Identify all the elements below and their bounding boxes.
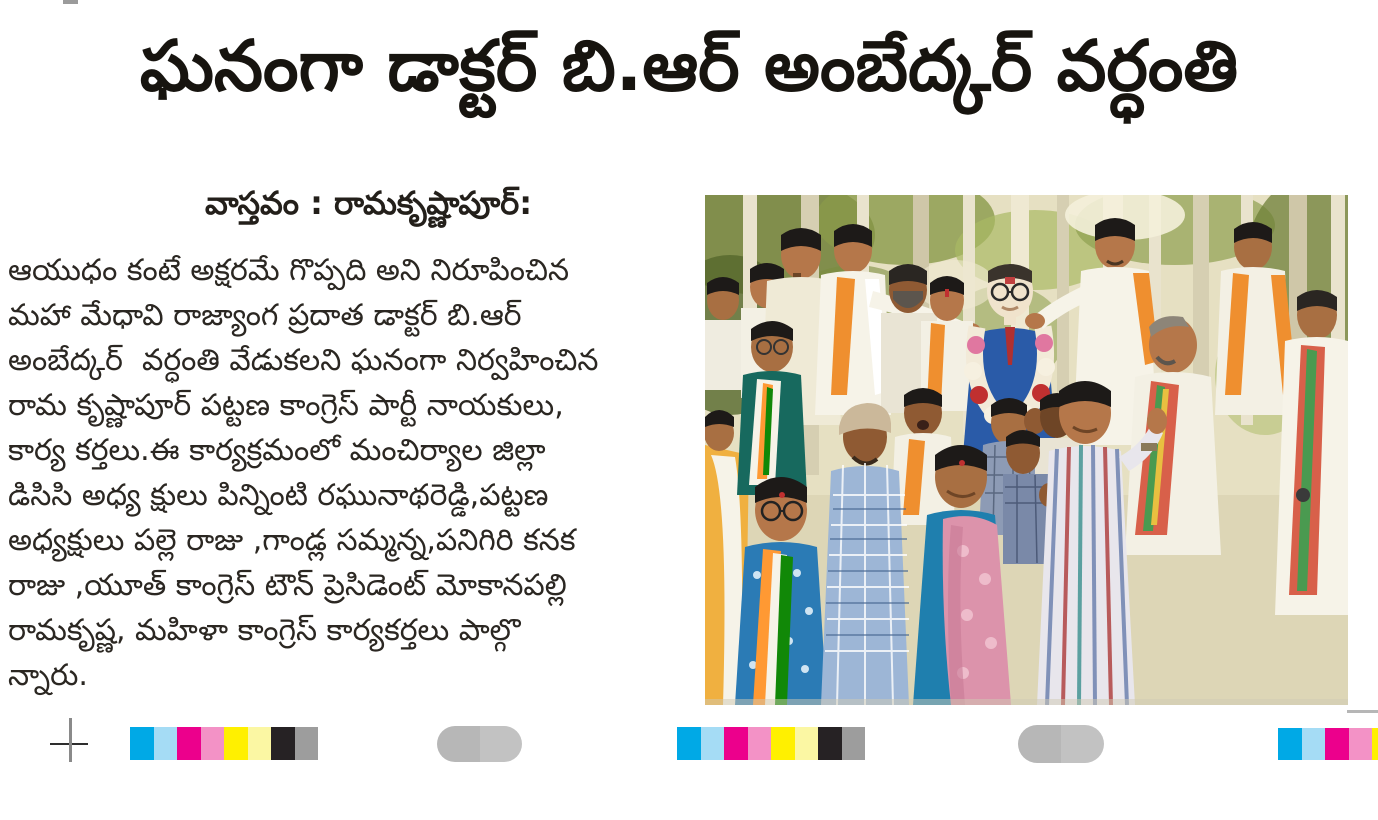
body-line: మహా మేధావి రాజ్యాంగ ప్రదాత డాక్టర్ బి.ఆర్ [8, 298, 522, 333]
color-swatch [295, 727, 319, 760]
color-swatch [1325, 728, 1349, 760]
body-line: అధ్యక్షులు పల్లె రాజు ,గాండ్ల సమ్మన్న,పనిగిరి కనక [8, 523, 576, 558]
color-swatch [842, 727, 866, 760]
cmyk-color-bar [130, 727, 318, 760]
color-swatch [201, 727, 225, 760]
gray-patch-left [1018, 725, 1061, 763]
gray-density-patch [1018, 725, 1104, 763]
color-swatch [795, 727, 819, 760]
body-line: రామ కృష్ణాపూర్ పట్టణ కాంగ్రెస్ పార్టీ నాయకులు, [8, 388, 564, 423]
gray-patch-left [437, 726, 480, 762]
color-swatch [724, 727, 748, 760]
gray-density-patch [437, 726, 522, 762]
cmyk-color-bar-partial [1278, 728, 1378, 760]
page-edge-mark [63, 0, 78, 4]
color-swatch [1278, 728, 1302, 760]
body-line: అంబేద్కర్ వర్ధంతి వేడుకలని ఘనంగా నిర్వహించిన [8, 343, 599, 378]
body-line: న్నారు. [8, 658, 88, 693]
color-swatch [771, 727, 795, 760]
page-edge-mark [1347, 710, 1378, 713]
color-swatch [271, 727, 295, 760]
color-swatch [177, 727, 201, 760]
cmyk-color-bar [677, 727, 865, 760]
color-swatch [248, 727, 272, 760]
color-swatch [701, 727, 725, 760]
registration-cross-icon [50, 718, 94, 768]
body-line: ఆయుధం కంటే అక్షరమే గొప్పది అని నిరూపించిన [8, 253, 570, 288]
color-swatch [1372, 728, 1378, 760]
color-swatch [1302, 728, 1326, 760]
color-swatch [748, 727, 772, 760]
color-swatch [224, 727, 248, 760]
article-dateline: వాస్తవం : రామకృష్ణాపూర్: [205, 184, 533, 222]
color-swatch [818, 727, 842, 760]
color-swatch [1349, 728, 1373, 760]
gray-patch-right [480, 726, 523, 762]
article-headline: ఘనంగా డాక్టర్ బి.ఆర్ అంబేద్కర్ వర్ధంతి [139, 25, 1239, 107]
body-line: డిసిసి అధ్య క్షులు పిన్నింటి రఘునాథరెడ్డి,పట్టణ [8, 478, 549, 513]
news-photo [705, 195, 1348, 705]
article-body [8, 248, 703, 698]
gray-patch-right [1061, 725, 1104, 763]
color-swatch [677, 727, 701, 760]
body-line: రామకృష్ణ, మహిళా కాంగ్రెస్ కార్యకర్తలు పాల్గొ [8, 613, 521, 648]
cross-vertical-line [69, 718, 72, 762]
body-line: రాజు ,యూత్ కాంగ్రెస్ టౌన్ ప్రెసిడెంట్ మోకానపల్లి [8, 568, 567, 603]
color-swatch [154, 727, 178, 760]
color-swatch [130, 727, 154, 760]
body-line: కార్య కర్తలు.ఈ కార్యక్రమంలో మంచిర్యాల జిల్లా [8, 433, 546, 468]
